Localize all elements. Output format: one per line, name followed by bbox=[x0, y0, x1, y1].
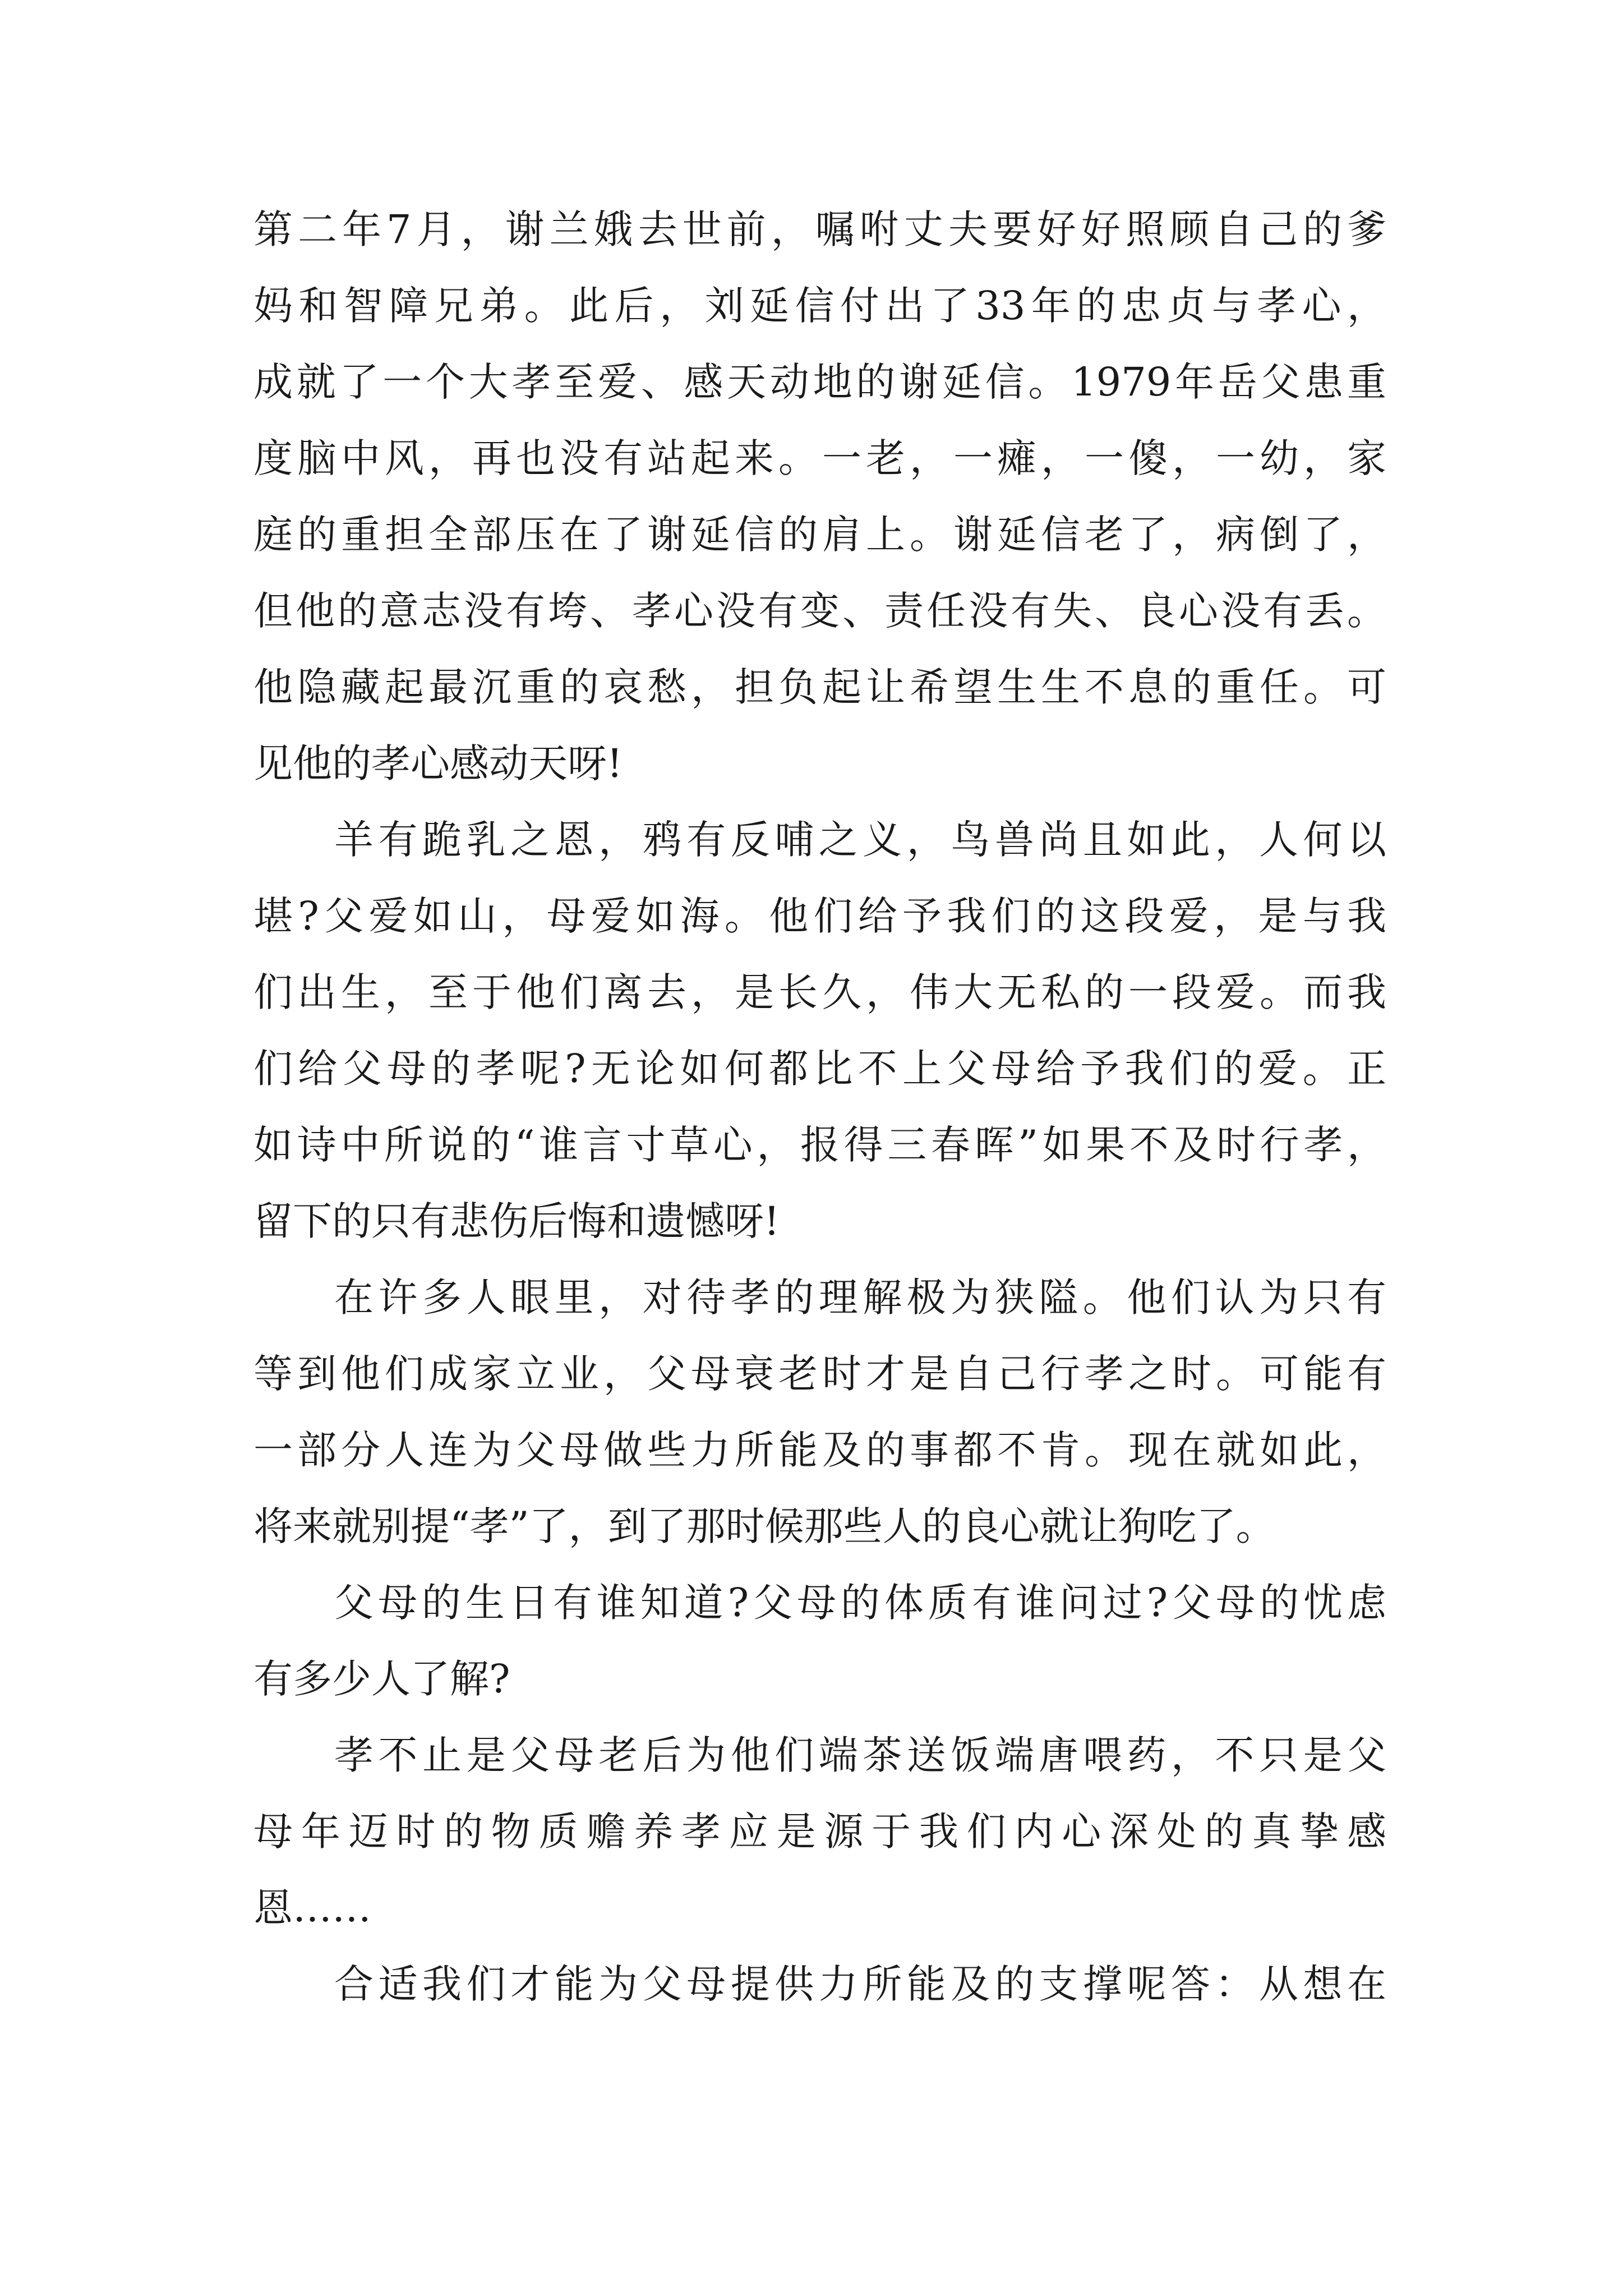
text-line: 等到他们成家立业，父母衰老时才是自己行孝之时。可能有 bbox=[253, 1351, 1386, 1397]
text-line: 成就了一个大孝至爱、感天动地的谢延信。1979年岳父患重 bbox=[253, 359, 1386, 405]
text-line: 但他的意志没有垮、孝心没有变、责任没有失、良心没有丢。 bbox=[253, 588, 1386, 634]
text-line: 见他的孝心感动天呀! bbox=[253, 740, 623, 786]
text-line: 如诗中所说的“谁言寸草心，报得三春晖”如果不及时行孝， bbox=[253, 1122, 1386, 1168]
text-line: 一部分人连为父母做些力所能及的事都不肯。现在就如此， bbox=[253, 1427, 1386, 1473]
text-line: 有多少人了解? bbox=[253, 1656, 510, 1702]
text-line: 他隐藏起最沉重的哀愁，担负起让希望生生不息的重任。可 bbox=[253, 664, 1386, 710]
text-line: 堪?父爱如山，母爱如海。他们给予我们的这段爱，是与我 bbox=[253, 893, 1386, 939]
text-line: 度脑中风，再也没有站起来。一老，一瘫，一傻，一幼，家 bbox=[253, 435, 1386, 481]
text-line: 合适我们才能为父母提供力所能及的支撑呢答：从想在 bbox=[334, 1961, 1386, 2007]
text-line: 孝不止是父母老后为他们端茶送饭端唐喂药，不只是父 bbox=[334, 1732, 1386, 1778]
text-line: 将来就别提“孝”了，到了那时候那些人的良心就让狗吃了。 bbox=[253, 1503, 1275, 1549]
text-line: 父母的生日有谁知道?父母的体质有谁问过?父母的忧虑 bbox=[334, 1580, 1386, 1626]
text-line: 羊有跪乳之恩，鸦有反哺之义，鸟兽尚且如此，人何以 bbox=[334, 817, 1386, 863]
text-line: 母年迈时的物质赡养孝应是源于我们内心深处的真挚感 bbox=[253, 1809, 1386, 1855]
text-line: 们给父母的孝呢?无论如何都比不上父母给予我们的爱。正 bbox=[253, 1046, 1386, 1092]
text-line: 们出生，至于他们离去，是长久，伟大无私的一段爱。而我 bbox=[253, 969, 1386, 1015]
text-line: 庭的重担全部压在了谢延信的肩上。谢延信老了，病倒了， bbox=[253, 512, 1386, 558]
text-line: 在许多人眼里，对待孝的理解极为狭隘。他们认为只有 bbox=[334, 1274, 1386, 1320]
text-line: 妈和智障兄弟。此后，刘延信付出了33年的忠贞与孝心， bbox=[253, 283, 1386, 329]
text-line: 恩…… bbox=[253, 1885, 371, 1931]
text-line: 第二年7月，谢兰娥去世前，嘱咐丈夫要好好照顾自己的爹 bbox=[253, 206, 1386, 252]
text-line: 留下的只有悲伤后悔和遗憾呀! bbox=[253, 1198, 780, 1244]
